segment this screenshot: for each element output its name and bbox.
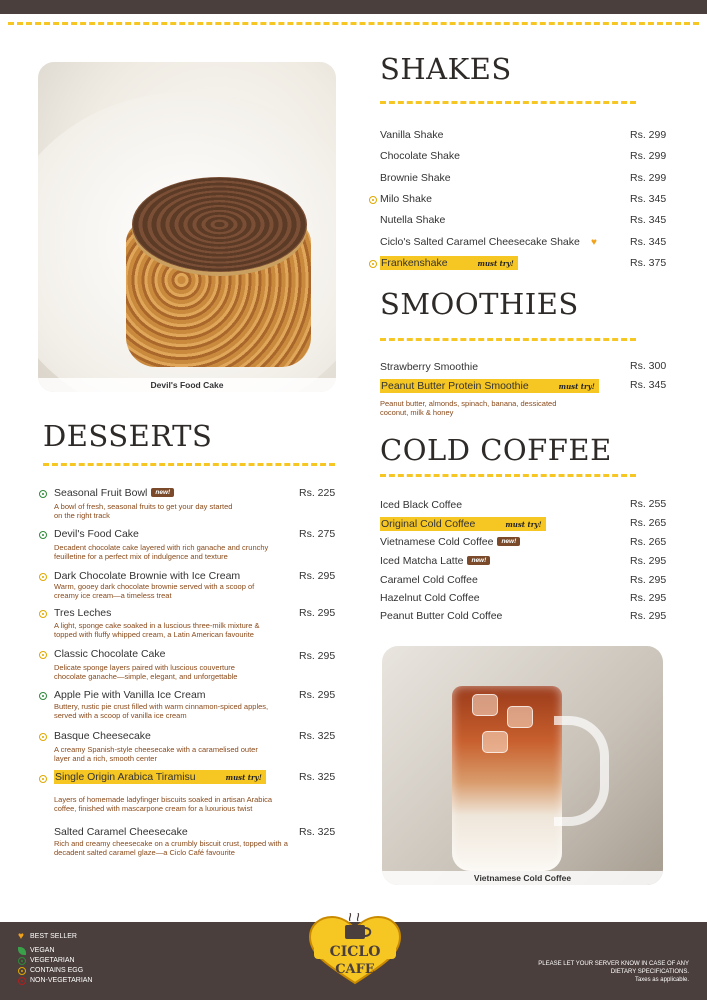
menu-item-price: Rs. 375 (630, 257, 667, 269)
dietary-note-line1: PLEASE LET YOUR SERVER KNOW IN CASE OF ANY (538, 961, 689, 967)
menu-item-description: Decadent chocolate cake layered with rich ganache and crunchy feuilletine for a perfect mix of indulgence and texture (54, 543, 269, 561)
ice-cube-graphic (482, 731, 508, 753)
top-bar (0, 0, 707, 14)
menu-item-name-row (380, 536, 520, 548)
menu-item-description: Peanut butter, almonds, spinach, banana, dessicated coconut, milk & honey (380, 399, 557, 417)
menu-item-price: Rs. 295 (299, 650, 336, 662)
legend-best-seller: BEST SELLER (30, 933, 77, 940)
menu-item-description: Delicate sponge layers paired with luscious couverture chocolate ganache—simple, elegant, and unforgettable (54, 663, 238, 681)
menu-item-description: Rich and creamy cheesecake on a crumbly biscuit crust, topped with a decadent salted caramel glaze—a Ciclo Café favourite (54, 839, 288, 857)
legend-vegan: VEGAN (30, 947, 55, 954)
menu-item-price: Rs. 325 (299, 730, 336, 742)
menu-item-price: Rs. 295 (630, 555, 667, 567)
vegan-leaf-icon (18, 947, 26, 955)
menu-item-description: A light, sponge cake soaked in a luscious three-milk mixture & topped with fluffy whipped cream, a Latin American favourite (54, 621, 260, 639)
menu-item-name: Tres Leches (54, 607, 112, 619)
non-vegetarian-icon (18, 977, 26, 985)
menu-item-price: Rs. 295 (299, 570, 336, 582)
menu-item-name: Iced Matcha Latte (380, 555, 464, 567)
menu-item-price: Rs. 325 (299, 826, 336, 838)
contains-egg-icon (39, 573, 47, 581)
menu-item-description: Buttery, rustic pie crust filled with warm cinnamon-spiced apples, served with a scoop of vanilla ice cream (54, 702, 269, 720)
menu-item-price: Rs. 255 (630, 498, 667, 510)
menu-item-name: Caramel Cold Coffee (380, 574, 478, 586)
menu-item-name: Classic Chocolate Cake (54, 648, 166, 660)
legend-non-vegetarian: NON-VEGETARIAN (30, 977, 93, 984)
menu-item-name: Vanilla Shake (380, 129, 444, 141)
shakes-divider (380, 101, 636, 104)
menu-item-price: Rs. 275 (299, 528, 336, 540)
logo-text-line1: CICLO (329, 944, 381, 960)
menu-item-description: Warm, gooey dark chocolate brownie served with a scoop of creamy ice cream—a timeless treat (54, 582, 255, 600)
menu-item-name: Dark Chocolate Brownie with Ice Cream (54, 570, 241, 582)
vegetarian-icon (18, 957, 26, 965)
menu-item-name-row (54, 487, 174, 499)
ciclo-cafe-logo (304, 913, 406, 985)
menu-item-price: Rs. 295 (630, 610, 667, 622)
menu-item-price: Rs. 300 (630, 360, 667, 372)
desserts-title: DESSERTS (43, 419, 213, 453)
menu-item-price: Rs. 345 (630, 214, 667, 226)
menu-item-description: A creamy Spanish-style cheesecake with a caramelised outer layer and a rich, smooth center (54, 745, 258, 763)
smoothies-title: SMOOTHIES (380, 287, 579, 321)
menu-item-name: Hazelnut Cold Coffee (380, 592, 480, 604)
menu-item-name: Apple Pie with Vanilla Ice Cream (54, 689, 206, 701)
contains-egg-icon (39, 651, 47, 659)
menu-item-name: Single Origin Arabica Tiramisu (55, 771, 196, 783)
menu-item-price: Rs. 295 (299, 689, 336, 701)
menu-item-price: Rs. 299 (630, 172, 667, 184)
best-seller-heart-icon: ♥ (591, 237, 597, 248)
coffee-photo-caption: Vietnamese Cold Coffee (382, 871, 663, 885)
logo-text-line2: CAFE (335, 962, 375, 977)
must-try-badge: must try! (225, 773, 262, 782)
menu-item-price: Rs. 299 (630, 150, 667, 162)
contains-egg-icon (39, 610, 47, 618)
dietary-note (499, 960, 689, 984)
menu-item-price: Rs. 265 (630, 536, 667, 548)
contains-egg-icon (39, 775, 47, 783)
new-badge: new! (151, 488, 174, 497)
menu-item-price: Rs. 345 (630, 379, 667, 391)
menu-item-highlighted (380, 380, 599, 392)
menu-item-name: Peanut Butter Protein Smoothie (381, 380, 529, 392)
legend-vegetarian: VEGETARIAN (30, 957, 75, 964)
menu-item-name: Iced Black Coffee (380, 499, 463, 511)
best-seller-heart-icon: ♥ (18, 931, 24, 942)
dietary-note-line2: DIETARY SPECIFICATIONS. (610, 969, 689, 975)
must-try-badge: must try! (477, 259, 514, 268)
vegan-icon (39, 490, 47, 498)
legend-contains-egg: CONTAINS EGG (30, 967, 84, 974)
menu-item-name: Nutella Shake (380, 214, 446, 226)
menu-item-description: A bowl of fresh, seasonal fruits to get your day started on the right track (54, 502, 233, 520)
menu-item-name: Vietnamese Cold Coffee (380, 536, 494, 548)
menu-item-name: Chocolate Shake (380, 150, 460, 162)
menu-item-name-row (380, 555, 490, 567)
menu-item-name: Basque Cheesecake (54, 730, 151, 742)
menu-item-name: Original Cold Coffee (381, 518, 476, 530)
must-try-badge: must try! (505, 520, 542, 529)
menu-item-name: Devil's Food Cake (54, 528, 139, 540)
menu-item-price: Rs. 225 (299, 487, 336, 499)
menu-item-description: Layers of homemade ladyfinger biscuits soaked in artisan Arabica coffee, finished with mascarpone cream for a luxurious twist (54, 795, 273, 813)
menu-item-name: Milo Shake (380, 193, 432, 205)
contains-egg-icon (369, 196, 377, 204)
smoothies-divider (380, 338, 636, 341)
menu-item-price: Rs. 295 (299, 607, 336, 619)
contains-egg-icon (18, 967, 26, 975)
menu-item-name: Strawberry Smoothie (380, 361, 479, 373)
vietnamese-cold-coffee-photo (382, 646, 663, 885)
menu-item-name: Frankenshake (381, 257, 448, 269)
menu-item-price: Rs. 295 (630, 592, 667, 604)
cake-photo-caption: Devil's Food Cake (38, 378, 336, 392)
vegetarian-icon (39, 531, 47, 539)
cold-coffee-title: COLD COFFEE (380, 433, 612, 467)
devils-food-cake-photo (38, 62, 336, 392)
menu-item-highlighted (54, 771, 266, 783)
ice-cube-graphic (472, 694, 498, 716)
menu-item-name: Ciclo's Salted Caramel Cheesecake Shake (380, 236, 580, 248)
menu-item-highlighted (380, 257, 518, 269)
menu-item-price: Rs. 325 (299, 771, 336, 783)
cold-coffee-divider (380, 474, 636, 477)
menu-item-name: Brownie Shake (380, 172, 451, 184)
vegetarian-icon (39, 692, 47, 700)
ice-cube-graphic (507, 706, 533, 728)
menu-item-name: Peanut Butter Cold Coffee (380, 610, 503, 622)
new-badge: new! (497, 537, 520, 546)
cake-ganache-top (132, 177, 307, 272)
menu-item-price: Rs. 265 (630, 517, 667, 529)
menu-item-price: Rs. 345 (630, 236, 667, 248)
desserts-divider (43, 463, 335, 466)
menu-item-price: Rs. 295 (630, 574, 667, 586)
dietary-note-line3: Taxes as applicable. (634, 977, 689, 983)
menu-item-price: Rs. 345 (630, 193, 667, 205)
contains-egg-icon (369, 260, 377, 268)
new-badge: new! (467, 556, 490, 565)
menu-item-name: Seasonal Fruit Bowl (54, 487, 148, 499)
menu-item-name: Salted Caramel Cheesecake (54, 826, 188, 838)
contains-egg-icon (39, 733, 47, 741)
must-try-badge: must try! (558, 382, 595, 391)
glass-handle-graphic (554, 716, 609, 826)
shakes-title: SHAKES (380, 52, 512, 86)
top-dashed-divider (8, 22, 699, 25)
menu-item-price: Rs. 299 (630, 129, 667, 141)
menu-item-highlighted (380, 518, 546, 530)
